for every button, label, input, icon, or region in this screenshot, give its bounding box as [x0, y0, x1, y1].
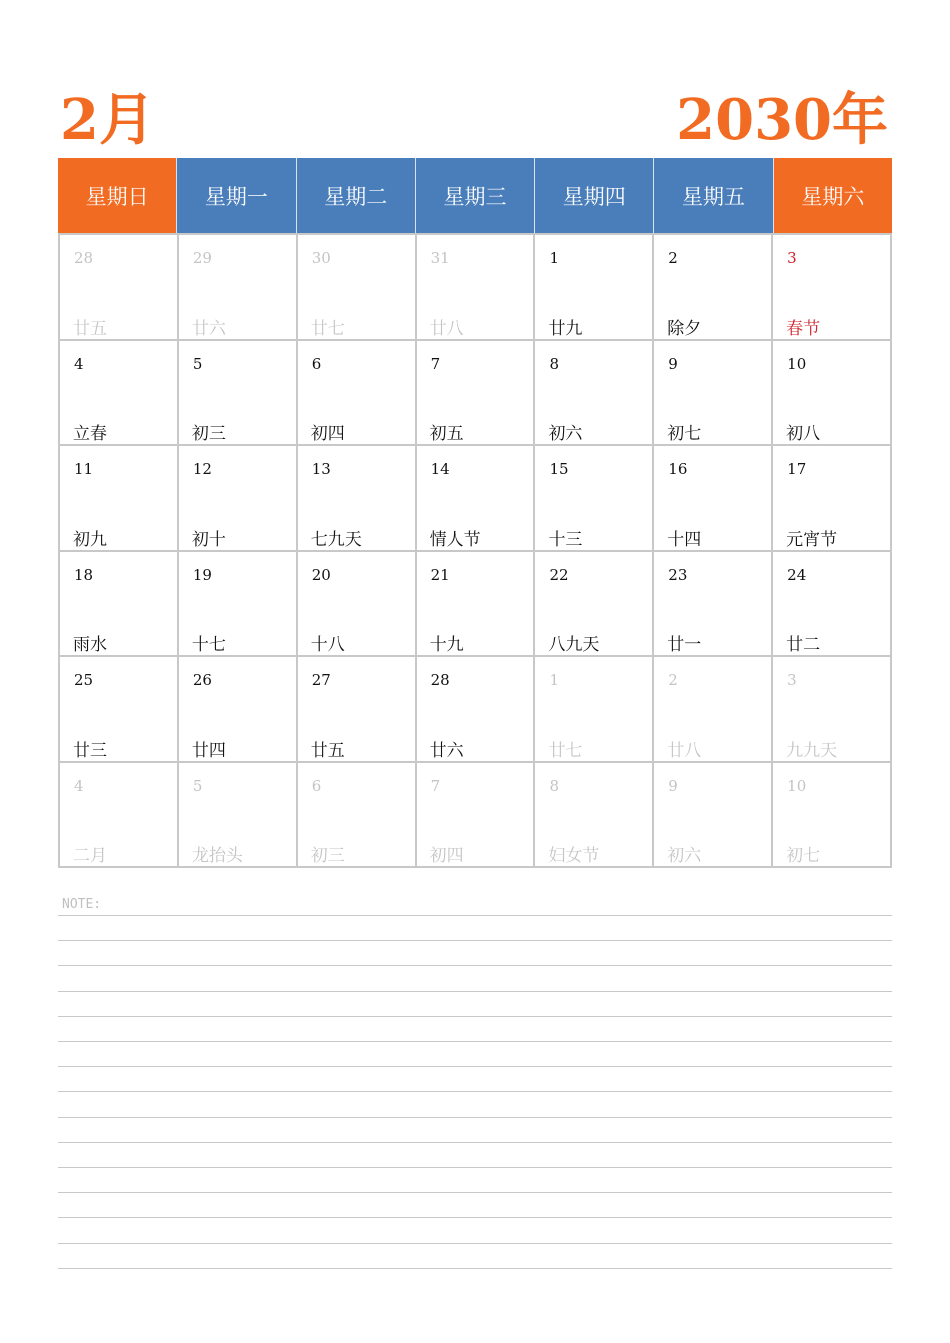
day-number: 8: [549, 354, 559, 373]
day-cell[interactable]: [60, 446, 179, 552]
day-number: 22: [549, 565, 569, 584]
lunar-date: 十四: [667, 529, 702, 550]
weekday-header-fri: 星期五: [654, 158, 773, 233]
day-cell[interactable]: [60, 763, 179, 869]
lunar-date: 初三: [310, 846, 345, 866]
day-number: 20: [311, 565, 331, 584]
note-line[interactable]: [58, 940, 892, 941]
day-number: 4: [74, 354, 84, 373]
day-number: 5: [192, 354, 203, 373]
lunar-date: 初六: [548, 424, 583, 444]
day-cell[interactable]: [298, 552, 417, 658]
day-cell[interactable]: [179, 341, 298, 447]
day-cell[interactable]: [535, 341, 654, 447]
day-number: 3: [787, 671, 797, 689]
week-row: [60, 657, 892, 763]
day-number: 4: [74, 776, 84, 795]
weekday-header-sun: 星期日: [58, 158, 177, 233]
lunar-date: 八九天: [548, 635, 600, 655]
day-number: 10: [787, 776, 807, 795]
weekday-header-tue: 星期二: [297, 158, 416, 233]
lunar-date: 廿七: [548, 740, 583, 761]
lunar-date: 九九天: [786, 740, 838, 761]
day-cell[interactable]: [298, 235, 417, 341]
note-line[interactable]: [58, 1192, 892, 1193]
note-line[interactable]: [58, 1142, 892, 1143]
day-number: 5: [192, 776, 203, 795]
lunar-date: 廿五: [73, 318, 107, 339]
lunar-date: 十三: [548, 529, 583, 550]
day-cell[interactable]: [60, 552, 179, 658]
day-cell[interactable]: [179, 552, 298, 658]
lunar-date: 妇女节: [548, 846, 600, 866]
day-cell[interactable]: [773, 341, 892, 447]
day-number: 3: [787, 249, 797, 267]
day-number: 12: [192, 460, 212, 478]
calendar-title-year: 2030年: [676, 87, 888, 153]
day-cell[interactable]: [773, 235, 892, 341]
day-cell[interactable]: [417, 763, 536, 869]
lunar-date: 十九: [429, 635, 464, 655]
day-cell[interactable]: [417, 446, 536, 552]
lunar-date: 十八: [310, 635, 345, 655]
lunar-date: 初四: [429, 846, 464, 866]
day-number: 13: [311, 460, 331, 478]
lunar-date: 廿八: [667, 740, 702, 761]
day-number: 28: [430, 671, 450, 689]
note-line[interactable]: [58, 1243, 892, 1244]
lunar-date: 初三: [191, 424, 226, 444]
day-number: 2: [668, 671, 678, 689]
note-line[interactable]: [58, 1016, 892, 1017]
day-number: 29: [192, 249, 212, 267]
week-row: [60, 341, 892, 447]
lunar-date: 廿二: [786, 635, 821, 655]
day-cell[interactable]: [535, 763, 654, 869]
lunar-date: 初十: [191, 529, 226, 550]
day-number: 9: [668, 776, 678, 795]
week-row: [60, 235, 892, 341]
day-number: 1: [549, 249, 559, 267]
week-row: [60, 763, 892, 869]
day-cell[interactable]: [535, 235, 654, 341]
week-row: [60, 552, 892, 658]
day-number: 19: [192, 565, 212, 584]
lunar-date: 雨水: [73, 635, 107, 655]
day-number: 15: [549, 460, 569, 478]
day-cell[interactable]: [654, 341, 773, 447]
day-number: 26: [192, 671, 212, 689]
day-number: 6: [311, 776, 322, 795]
day-grid: [58, 233, 892, 868]
lunar-date: 廿六: [191, 318, 226, 339]
lunar-date: 初四: [310, 424, 345, 444]
notes-label: NOTE:: [62, 897, 102, 912]
day-number: 21: [430, 565, 450, 584]
day-cell[interactable]: [417, 341, 536, 447]
day-number: 7: [430, 354, 441, 373]
note-line[interactable]: [58, 1167, 892, 1168]
lunar-date: 二月: [73, 846, 107, 866]
lunar-date: 龙抬头: [191, 846, 243, 866]
day-cell[interactable]: [417, 235, 536, 341]
lunar-date: 廿七: [310, 318, 345, 339]
day-cell[interactable]: [60, 341, 179, 447]
day-cell[interactable]: [535, 446, 654, 552]
day-number: 2: [668, 249, 678, 267]
day-cell[interactable]: [654, 552, 773, 658]
lunar-date: 廿四: [191, 740, 226, 761]
lunar-date: 初九: [73, 529, 107, 550]
day-number: 11: [74, 460, 94, 478]
day-cell[interactable]: [654, 763, 773, 869]
day-cell[interactable]: [654, 446, 773, 552]
calendar-grid: [58, 158, 892, 868]
day-cell[interactable]: [773, 552, 892, 658]
day-cell[interactable]: [179, 235, 298, 341]
day-cell[interactable]: [417, 657, 536, 763]
day-number: 17: [787, 460, 807, 478]
weekday-header-wed: 星期三: [416, 158, 535, 233]
day-number: 10: [787, 354, 807, 373]
day-number: 1: [549, 671, 559, 689]
lunar-date: 情人节: [429, 529, 481, 550]
day-number: 9: [668, 354, 678, 373]
lunar-date: 廿六: [429, 740, 464, 761]
lunar-date: 廿三: [73, 740, 107, 761]
lunar-date: 廿九: [548, 318, 583, 339]
lunar-date: 廿八: [429, 318, 464, 339]
weekday-header-thu: 星期四: [535, 158, 654, 233]
note-line[interactable]: [58, 1268, 892, 1269]
lunar-date: 初五: [429, 424, 464, 444]
lunar-date: 初七: [786, 846, 821, 866]
day-cell[interactable]: [298, 341, 417, 447]
day-number: 24: [787, 565, 807, 584]
lunar-date: 除夕: [667, 318, 702, 339]
note-line[interactable]: [58, 1091, 892, 1092]
lunar-date: 初八: [786, 424, 821, 444]
lunar-date: 元宵节: [786, 529, 838, 550]
lunar-date: 廿一: [667, 635, 702, 655]
day-number: 25: [74, 671, 94, 689]
day-cell[interactable]: [298, 446, 417, 552]
weekday-header-mon: 星期一: [177, 158, 296, 233]
note-line[interactable]: [58, 1066, 892, 1067]
lunar-date: 十七: [191, 635, 226, 655]
day-cell[interactable]: [179, 657, 298, 763]
note-line[interactable]: [58, 1117, 892, 1118]
weekday-header-row: [58, 158, 892, 233]
day-cell[interactable]: [535, 552, 654, 658]
note-line[interactable]: [58, 991, 892, 992]
day-cell[interactable]: [654, 235, 773, 341]
day-number: 27: [311, 671, 331, 689]
day-number: 14: [430, 460, 450, 478]
day-number: 16: [668, 460, 688, 478]
day-cell[interactable]: [417, 552, 536, 658]
day-cell[interactable]: [179, 446, 298, 552]
day-number: 28: [74, 249, 94, 267]
day-number: 7: [430, 776, 441, 795]
lunar-date: 春节: [786, 318, 821, 339]
day-cell[interactable]: [298, 657, 417, 763]
day-number: 8: [549, 776, 559, 795]
note-line[interactable]: [58, 965, 892, 966]
lunar-date: 立春: [73, 424, 107, 444]
day-cell[interactable]: [535, 657, 654, 763]
lunar-date: 初六: [667, 846, 702, 866]
lunar-date: 廿五: [310, 740, 345, 761]
day-cell[interactable]: [179, 763, 298, 869]
day-cell[interactable]: [60, 657, 179, 763]
calendar-title-month: 2月: [60, 87, 155, 153]
day-cell[interactable]: [773, 446, 892, 552]
day-number: 23: [668, 565, 688, 584]
day-cell[interactable]: [773, 763, 892, 869]
note-line[interactable]: [58, 1041, 892, 1042]
day-cell[interactable]: [298, 763, 417, 869]
note-line[interactable]: [58, 1217, 892, 1218]
day-cell[interactable]: [773, 657, 892, 763]
weekday-header-sat: 星期六: [774, 158, 892, 233]
week-row: [60, 446, 892, 552]
lunar-date: 初七: [667, 424, 702, 444]
day-number: 31: [430, 249, 450, 267]
day-cell[interactable]: [60, 235, 179, 341]
day-number: 18: [74, 565, 94, 584]
day-cell[interactable]: [654, 657, 773, 763]
note-line[interactable]: [58, 915, 892, 916]
lunar-date: 七九天: [310, 529, 362, 550]
day-number: 6: [311, 354, 322, 373]
day-number: 30: [311, 249, 331, 267]
